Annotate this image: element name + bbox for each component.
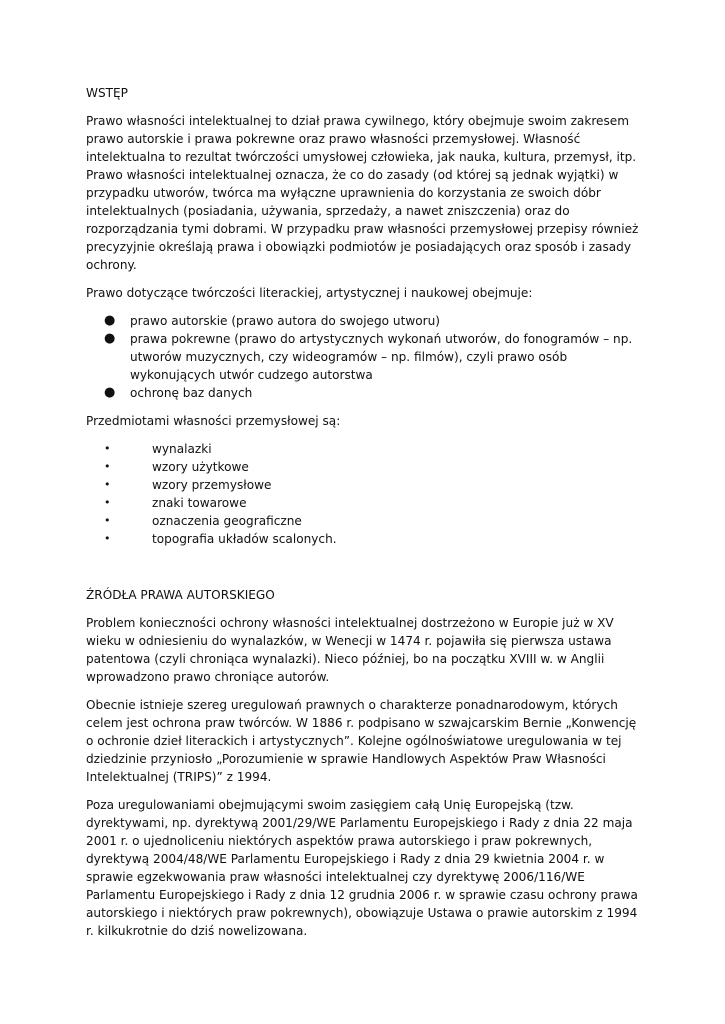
list-item <box>86 494 646 512</box>
document-page <box>86 84 646 950</box>
list-item <box>86 384 646 402</box>
copyright-scope-list <box>86 312 646 402</box>
section-heading-zrodla: ŹRÓDŁA PRAWA AUTORSKIEGO <box>86 588 275 602</box>
scope-paragraph: Prawo dotyczące twórczości literackiej, artystycznej i naukowej obejmuje: <box>86 286 533 300</box>
list-item <box>86 512 646 530</box>
bullet-icon: • <box>104 514 111 527</box>
list-item <box>86 530 646 548</box>
list-item <box>86 440 646 458</box>
bullet-icon: • <box>104 478 111 491</box>
list-item <box>86 476 646 494</box>
list-item-text: oznaczenia geograficzne <box>152 514 302 528</box>
bullet-icon: ● <box>104 313 116 328</box>
list-item-text: prawo autorskie (prawo autora do swojego utworu) <box>130 314 440 328</box>
list-item-text: ochronę baz danych <box>130 386 253 400</box>
list-item-text: wzory użytkowe <box>152 460 249 474</box>
industrial-property-paragraph: Przedmiotami własności przemysłowej są: <box>86 414 341 428</box>
history-paragraph: Problem konieczności ochrony własności intelektualnej dostrzeżono w Europie już w XV wieku w odniesieniu do wynalazków, w Wenecji w 1474 r. pojawiła się pierwsza ustawa patentowa (czyli chroniąca wynalazki). Nieco później, bo na początku XVIII w. w Anglii wprowadzono prawo chroniące autorów. <box>86 616 614 684</box>
bullet-icon: • <box>104 460 111 473</box>
list-item-text: znaki towarowe <box>152 496 247 510</box>
bullet-icon: • <box>104 442 111 455</box>
list-item-text: topografia układów scalonych. <box>152 532 337 546</box>
list-item <box>86 458 646 476</box>
section-heading-wstep: WSTĘP <box>86 86 128 100</box>
list-item-text: prawa pokrewne (prawo do artystycznych wykonań utworów, do fonogramów – np. utworów muzycznych, czy wideogramów – np. filmów), czyli prawo osób wykonujących utwór cudzego autorstwa <box>130 332 633 382</box>
eu-directives-paragraph: Poza uregulowaniami obejmującymi swoim zasięgiem całą Unię Europejską (tzw. dyrektywami, np. dyrektywą 2001/29/WE Parlamentu Europejskiego i Rady z dnia 22 maja 2001 r. o ujednoliceniu niektórych aspektów prawa autorskiego i praw pokrewnych, dyrektywą 2004/48/WE Parlamentu Europejskiego i Rady z dnia 29 kwietnia 2004 r. w sprawie egzekwowania praw własności intelektualnej czy dyrektywę 2006/116/WE Parlamentu Europejskiego i Rady z dnia 12 grudnia 2006 r. w sprawie czasu ochrony prawa autorskiego i niektórych praw pokrewnych), obowiązuje Ustawa o prawie autorskim z 1994 r. kilkukrotnie do dziś nowelizowana. <box>86 798 638 938</box>
intro-paragraph: Prawo własności intelektualnej to dział prawa cywilnego, który obejmuje swoim zakresem prawo autorskie i prawa pokrewne oraz prawo własności przemysłowej. Własność intelektualna to rezultat twórczości umysłowej człowieka, jak nauka, kultura, przemysł, itp. Prawo własności intelektualnej oznacza, że co do zasady (od której są jednak wyjątki) w przypadku utworów, twórca ma wyłączne uprawnienia do korzystania ze swoich dóbr intelektualnych (posiadania, używania, sprzedaży, a nawet zniszczenia) oraz do rozporządzania tymi dobrami. W przypadku praw własności przemysłowej przepisy również precyzyjnie określają prawa i obowiązki podmiotów je posiadających oraz sposób i zasady ochrony. <box>86 114 639 272</box>
international-paragraph: Obecnie istnieje szereg uregulowań prawnych o charakterze ponadnarodowym, których celem jest ochrona praw twórców. W 1886 r. podpisano w szwajcarskim Bernie „Konwencję o ochronie dzieł literackich i artystycznych”. Kolejne ogólnoświatowe uregulowania w tej dziedzinie przyniosło „Porozumienie w sprawie Handlowych Aspektów Praw Własności Intelektualnej (TRIPS)” z 1994. <box>86 698 637 784</box>
industrial-property-list <box>86 440 646 548</box>
bullet-icon: ● <box>104 331 116 346</box>
list-item <box>86 330 646 384</box>
bullet-icon: ● <box>104 385 116 400</box>
list-item-text: wzory przemysłowe <box>152 478 272 492</box>
bullet-icon: • <box>104 496 111 509</box>
list-item-text: wynalazki <box>152 442 212 456</box>
list-item <box>86 312 646 330</box>
section-spacer <box>86 558 646 586</box>
bullet-icon: • <box>104 532 111 545</box>
